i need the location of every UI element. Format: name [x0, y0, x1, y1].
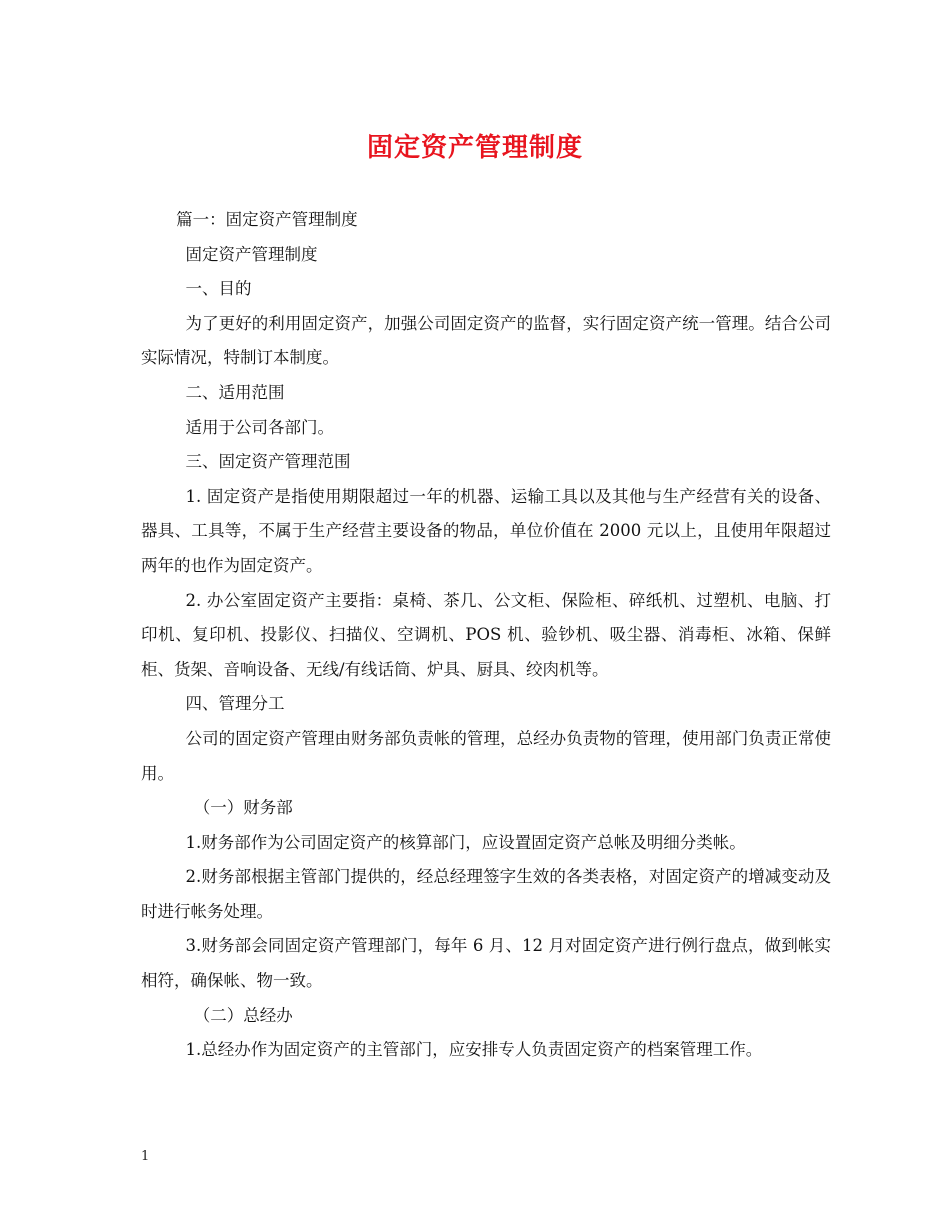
- document-title: 固定资产管理制度: [366, 133, 583, 163]
- paragraph-purpose: 为了更好的利用固定资产，加强公司固定资产的监督，实行固定资产统一管理。结合公司实际情况，特制订本制度。: [141, 313, 831, 368]
- paragraph-general-office-1: 1.总经办作为固定资产的主管部门，应安排专人负责固定资产的档案管理工作。: [185, 1040, 763, 1060]
- subtitle: 固定资产管理制度: [185, 244, 318, 264]
- section-heading-purpose: 一、目的: [185, 279, 252, 299]
- document-body: [141, 203, 831, 1068]
- section-heading-scope: 二、适用范围: [185, 382, 285, 402]
- section-heading-part-one: 篇一：固定资产管理制度: [176, 210, 358, 229]
- subsection-heading-finance: （一）财务部: [193, 798, 293, 818]
- section-heading-management-scope: 三、固定资产管理范围: [185, 452, 351, 472]
- paragraph-finance-1: 1.财务部作为公司固定资产的核算部门，应设置固定资产总帐及明细分类帐。: [185, 832, 746, 852]
- paragraph-finance-2: 2.财务部根据主管部门提供的，经总经理签字生效的各类表格，对固定资产的增减变动及时进行帐务处理。: [141, 867, 831, 921]
- subsection-heading-general-office: （二）总经办: [193, 1005, 293, 1025]
- section-heading-division: 四、管理分工: [185, 694, 285, 714]
- paragraph-item-2: 2. 办公室固定资产主要指：桌椅、茶几、公文柜、保险柜、碎纸机、过塑机、电脑、打印机、复印机、投影仪、扫描仪、空调机、POS 机、验钞机、吸尘器、消毒柜、冰箱、保鲜柜、货架、音响设备、无线/有线话筒、炉具、厨具、绞肉机等。: [141, 590, 831, 679]
- paragraph-finance-3: 3.财务部会同固定资产管理部门，每年 6 月、12 月对固定资产进行例行盘点，做到帐实相符，确保帐、物一致。: [141, 936, 831, 991]
- paragraph-division: 公司的固定资产管理由财务部负责帐的管理，总经办负责物的管理，使用部门负责正常使用。: [141, 728, 831, 783]
- paragraph-scope: 适用于公司各部门。: [185, 417, 335, 437]
- page-number: 1: [141, 1149, 150, 1164]
- paragraph-item-1: 1. 固定资产是指使用期限超过一年的机器、运输工具以及其他与生产经营有关的设备、器具、工具等，不属于生产经营主要设备的物品，单位价值在 2000 元以上，且使用年限超过两年的也作为固定资产。: [141, 486, 831, 575]
